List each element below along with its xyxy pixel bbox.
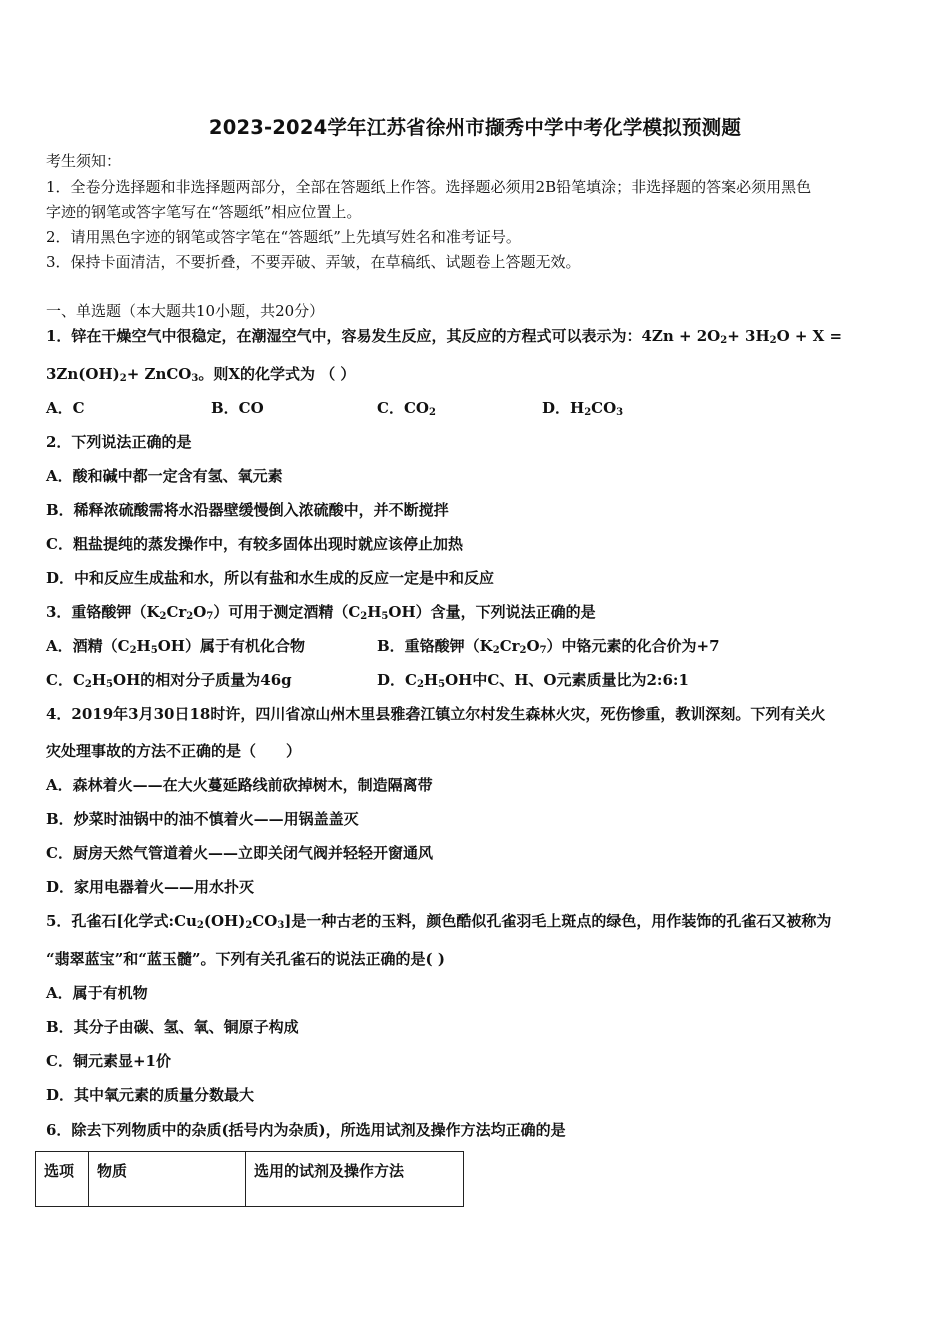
table-header-cell: 选项 bbox=[36, 1152, 89, 1207]
page-title: 2023-2024学年江苏省徐州市撷秀中学中考化学模拟预测题 bbox=[208, 116, 742, 139]
q2-option-d[interactable]: D．中和反应生成盐和水，所以有盐和水生成的反应一定是中和反应 bbox=[46, 569, 495, 587]
q4-stem-line-2: 灾处理事故的方法不正确的是（ ） bbox=[46, 742, 302, 760]
q5-option-b[interactable]: B．其分子由碳、氢、氧、铜原子构成 bbox=[46, 1018, 299, 1036]
table-row bbox=[36, 1152, 464, 1207]
notice-line-3: 3．保持卡面清洁，不要折叠，不要弄破、弄皱，在草稿纸、试题卷上答题无效。 bbox=[46, 253, 581, 271]
q2-option-c[interactable]: C．粗盐提纯的蒸发操作中，有较多固体出现时就应该停止加热 bbox=[46, 535, 463, 553]
q2-option-b[interactable]: B．稀释浓硫酸需将水沿器壁缓慢倒入浓硫酸中，并不断搅拌 bbox=[46, 501, 449, 519]
q1-option-c[interactable]: C．$CO_2$ bbox=[377, 399, 436, 418]
q3-option-b[interactable]: B．重铬酸钾$(K_2Cr_2O_7)$中铬元素的化合价为+7 bbox=[377, 637, 720, 656]
q4-option-b[interactable]: B．炒菜时油锅中的油不慎着火——用锅盖盖灭 bbox=[46, 810, 359, 828]
q2-stem: 2．下列说法正确的是 bbox=[46, 433, 192, 451]
notice-line-1a: 1．全卷分选择题和非选择题两部分，全部在答题纸上作答。选择题必须用2B铅笔填涂；非选择题的答案必须用黑色 bbox=[46, 178, 812, 196]
q5-stem-line-2: “翡翠蓝宝”和“蓝玉髓”。下列有关孔雀石的说法正确的是( ) bbox=[46, 950, 445, 968]
q5-option-a[interactable]: A．属于有机物 bbox=[46, 984, 148, 1002]
q4-option-d[interactable]: D．家用电器着火——用水扑灭 bbox=[46, 878, 255, 896]
q6-stem: 6．除去下列物质中的杂质(括号内为杂质)，所选用试剂及操作方法均正确的是 bbox=[46, 1121, 566, 1139]
notice-line-1b: 字迹的钢笔或答字笔写在“答题纸”相应位置上。 bbox=[46, 203, 362, 221]
q3-option-c[interactable]: C．$C_2H_5OH$的相对分子质量为46g bbox=[46, 671, 292, 690]
q1-option-d[interactable]: D．$H_2CO_3$ bbox=[542, 399, 624, 418]
notice-line-2: 2．请用黑色字迹的钢笔或答字笔在“答题纸”上先填写姓名和准考证号。 bbox=[46, 228, 521, 246]
section-heading: 一、单选题（本大题共10小题，共20分） bbox=[46, 302, 325, 320]
q1-option-a[interactable]: A．C bbox=[46, 399, 85, 417]
q4-option-a[interactable]: A．森林着火——在大火蔓延路线前砍掉树木，制造隔离带 bbox=[46, 776, 433, 794]
q1-stem-line-1: 1．锌在干燥空气中很稳定，在潮湿空气中，容易发生反应，其反应的方程式可以表示为：$4Zn + 2O_2+ 3H_2O + X$ = bbox=[46, 327, 843, 346]
q1-stem-line-2: $3Zn(OH)_2+$ ZnCO$_3$。则X的化学式为 （ ） bbox=[46, 365, 356, 384]
q1-option-b[interactable]: B．CO bbox=[211, 399, 264, 417]
q5-option-c[interactable]: C．铜元素显+1价 bbox=[46, 1052, 171, 1070]
q5-stem-line-1: 5．孔雀石[化学式$:Cu_2(OH)_2CO_3$]是一种古老的玉料，颜色酷似孔雀羽毛上斑点的绿色，用作装饰的孔雀石又被称为 bbox=[46, 912, 832, 931]
table-header-cell: 选用的试剂及操作方法 bbox=[246, 1152, 464, 1207]
q6-table bbox=[35, 1151, 464, 1207]
q5-option-d[interactable]: D．其中氧元素的质量分数最大 bbox=[46, 1086, 255, 1104]
q4-stem-line-1: 4．2019年3月30日18时许，四川省凉山州木里县雅砻江镇立尔村发生森林火灾，死伤惨重，教训深刻。下列有关火 bbox=[46, 705, 826, 723]
notice-heading: 考生须知： bbox=[46, 152, 122, 170]
table-header-cell: 物质 bbox=[89, 1152, 246, 1207]
q3-stem: 3．重铬酸钾$(K_2Cr_2O_7)$可用于测定酒精$(C_2H_5OH)$含量，下列说法正确的是 bbox=[46, 603, 596, 622]
q3-option-d[interactable]: D．$C_2H_5OH$中C、H、O元素质量比为2:6:1 bbox=[377, 671, 689, 690]
q3-option-a[interactable]: A．酒精$(C_2H_5OH)$属于有机化合物 bbox=[46, 637, 305, 656]
q2-option-a[interactable]: A．酸和碱中都一定含有氢、氧元素 bbox=[46, 467, 283, 485]
q4-option-c[interactable]: C．厨房天然气管道着火——立即关闭气阀并轻轻开窗通风 bbox=[46, 844, 433, 862]
